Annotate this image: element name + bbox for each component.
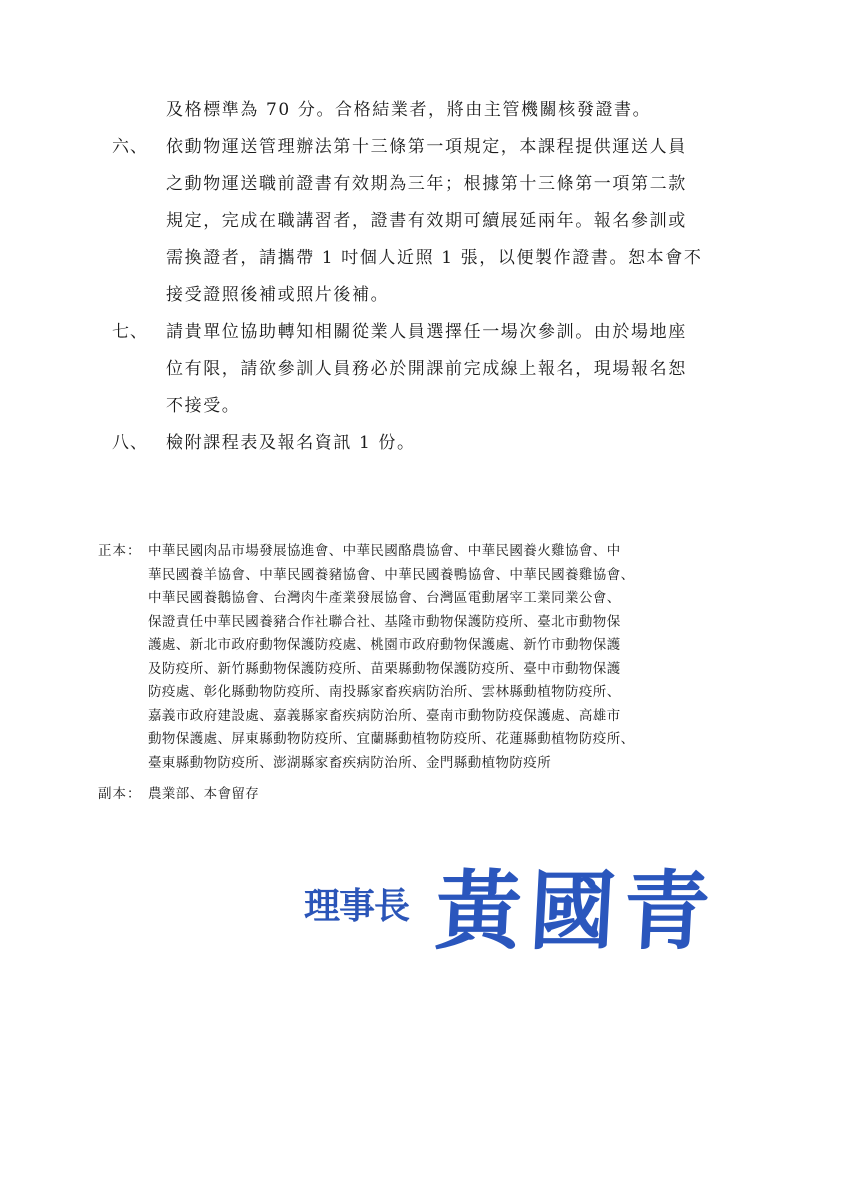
recipient-line: 嘉義市政府建設處、嘉義縣家畜疾病防治所、臺南市動物防疫保護處、高雄市 xyxy=(148,707,621,724)
item-six-line: 接受證照後補或照片後補。 xyxy=(166,285,390,305)
item-number: 七、 xyxy=(112,322,148,342)
continuation-line: 及格標準為 70 分。合格結業者，將由主管機關核發證書。 xyxy=(166,100,652,120)
recipient-line: 防疫處、彰化縣動物防疫所、南投縣家畜疾病防治所、雲林縣動植物防疫所、 xyxy=(148,684,621,700)
item-seven-line: 不接受。 xyxy=(166,396,241,416)
recipient-line: 及防疫所、新竹縣動物保護防疫所、苗栗縣動物保護防疫所、臺中市動物保護 xyxy=(148,660,621,677)
recipient-line: 護處、新北市政府動物保護防疫處、桃園市政府動物保護處、新竹市動物保護 xyxy=(148,637,621,653)
chairman-name: 黃國青 xyxy=(432,861,721,962)
cc-label: 副本： xyxy=(98,786,142,802)
recipient-line: 中華民國養鵝協會、台灣肉牛產業發展協會、台灣區電動屠宰工業同業公會、 xyxy=(148,590,621,606)
chairman-title: 理事長 xyxy=(304,885,410,927)
item-number: 六、 xyxy=(112,137,148,157)
cc-text: 農業部、本會留存 xyxy=(148,786,260,802)
document-body xyxy=(112,92,752,462)
main-recipients xyxy=(98,540,758,775)
item-number: 八、 xyxy=(112,433,148,453)
recipient-line: 臺東縣動物防疫所、澎湖縣家畜疾病防治所、金門縣動植物防疫所 xyxy=(148,754,552,771)
chairman-seal xyxy=(300,840,740,962)
item-seven-line: 請貴單位協助轉知相關從業人員選擇任一場次參訓。由於場地座 xyxy=(166,322,687,342)
main-recipients-label: 正本： xyxy=(98,543,142,559)
distribution-list xyxy=(98,540,758,807)
item-six-line: 需換證者，請攜帶 1 吋個人近照 1 張，以便製作證書。恕本會不 xyxy=(166,248,703,268)
item-eight xyxy=(112,425,752,462)
item-eight-line: 檢附課程表及報名資訊 1 份。 xyxy=(166,433,416,453)
item-six-line: 規定，完成在職講習者，證書有效期可續展延兩年。報名參訓或 xyxy=(166,211,687,231)
recipient-line: 中華民國肉品市場發展協進會、中華民國酪農協會、中華民國養火雞協會、中 xyxy=(148,543,621,559)
recipient-line: 動物保護處、屏東縣動物防疫所、宜蘭縣動植物防疫所、花蓮縣動植物防疫所、 xyxy=(148,731,635,747)
item-six-line: 依動物運送管理辦法第十三條第一項規定，本課程提供運送人員 xyxy=(166,137,687,157)
item-seven xyxy=(112,314,752,425)
recipient-line: 華民國養羊協會、中華民國養豬協會、中華民國養鴨協會、中華民國養雞協會、 xyxy=(148,566,635,583)
recipient-line: 保證責任中華民國養豬合作社聯合社、基隆市動物保護防疫所、臺北市動物保 xyxy=(148,613,621,630)
cc-recipients xyxy=(98,783,758,807)
item-seven-line: 位有限，請欲參訓人員務必於開課前完成線上報名，現場報名恕 xyxy=(166,359,687,379)
item-six-line: 之動物運送職前證書有效期為三年；根據第十三條第一項第二款 xyxy=(166,174,687,194)
item-six xyxy=(112,129,752,314)
